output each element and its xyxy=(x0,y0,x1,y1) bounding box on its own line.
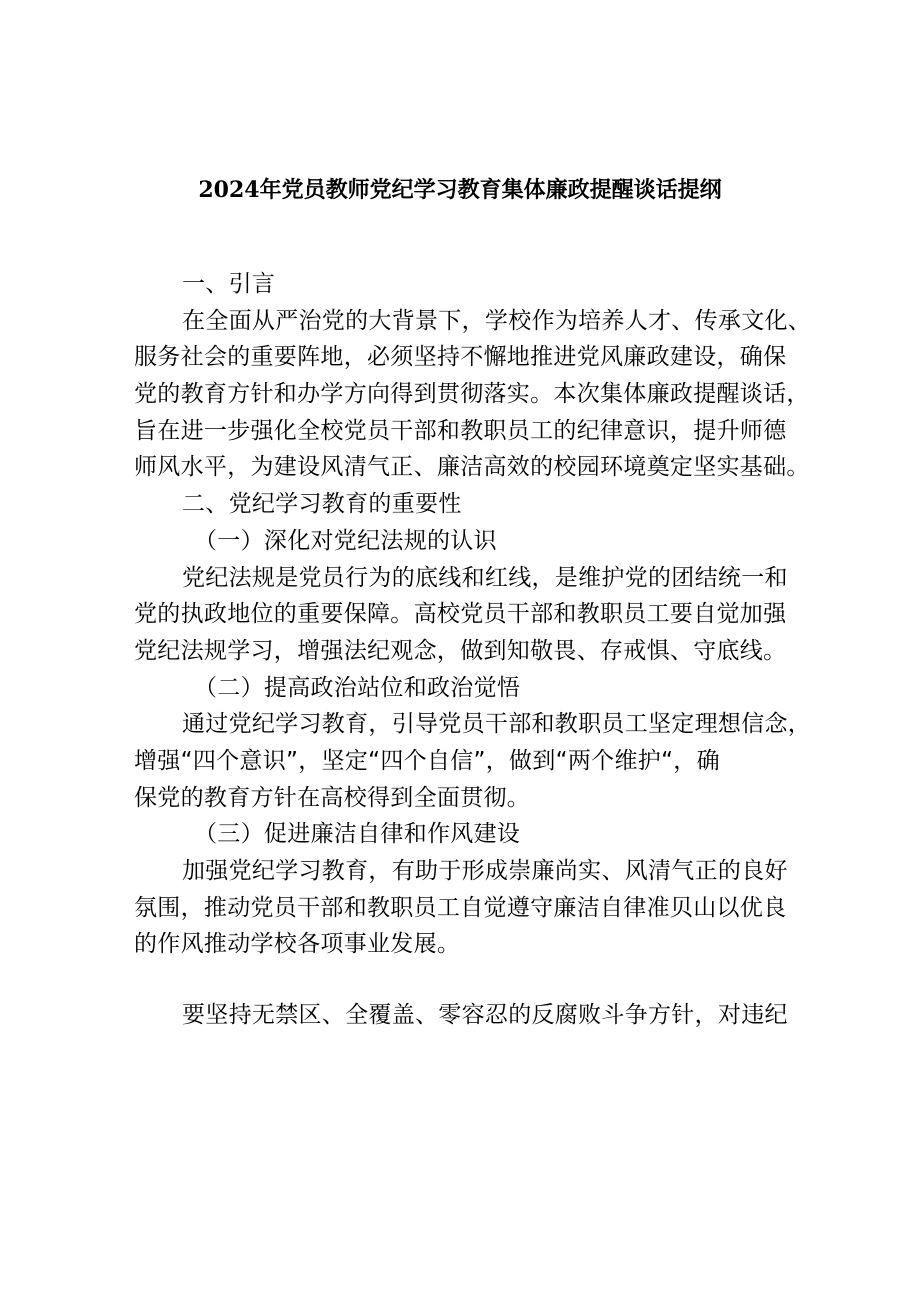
paragraph-line: 氛围，推动党员干部和教职员工自觉遵守廉洁自律准贝山以优良 xyxy=(134,894,787,921)
document-body xyxy=(134,266,812,1034)
subsection-heading: （二）提高政治站位和政治觉悟 xyxy=(194,674,521,701)
paragraph-line: 旨在进一步强化全校党员干部和教职员工的纪律意识，提升师德 xyxy=(134,417,787,444)
subsection-heading: （三）促进廉洁自律和作风建设 xyxy=(194,821,521,848)
paragraph-line: 党的教育方针和办学方向得到贯彻落实。本次集体廉政提醒谈话， xyxy=(134,381,810,408)
document-title: 2024年党员教师党纪学习教育集体廉政提醒谈话提纲 xyxy=(198,177,722,203)
paragraph-line: 党的执政地位的重要保障。高校党员干部和教职员工要自觉加强 xyxy=(134,601,787,628)
subsection-heading: （一）深化对党纪法规的认识 xyxy=(194,527,497,554)
paragraph-line: 党纪法规是党员行为的底线和红线，是维护党的团结统一和 xyxy=(182,564,788,591)
paragraph-line: 增强“四个意识”，坚定“四个自信”，做到“两个维护“，确 xyxy=(134,747,720,774)
paragraph-line: 通过党纪学习教育，引导党员干部和教职员工坚定理想信念， xyxy=(182,711,812,738)
paragraph-line: 加强党纪学习教育，有助于形成崇廉尚实、风清气正的良好 xyxy=(182,858,788,884)
paragraph-line: 要坚持无禁区、全覆盖、零容忍的反腐败斗争方针，对违纪 xyxy=(182,1002,788,1029)
paragraph-line: 党纪法规学习，增强法纪观念，做到知敬畏、存戒惧、守底线。 xyxy=(134,637,787,664)
section-heading: 一、引言 xyxy=(182,271,276,297)
paragraph-line: 在全面从严治党的大背景下，学校作为培养人才、传承文化、 xyxy=(182,307,812,334)
section-heading: 二、党纪学习教育的重要性 xyxy=(182,491,462,518)
paragraph-line: 保党的教育方针在高校得到全面贯彻。 xyxy=(134,784,531,811)
paragraph-line: 服务社会的重要阵地，必须坚持不懈地推进党风廉政建设，确保 xyxy=(134,344,787,371)
paragraph-line: 的作风推动学校各项事业发展。 xyxy=(134,931,461,958)
paragraph-line: 师风水平，为建设风清气正、廉洁高效的校园环境奠定坚实基础。 xyxy=(134,454,810,481)
